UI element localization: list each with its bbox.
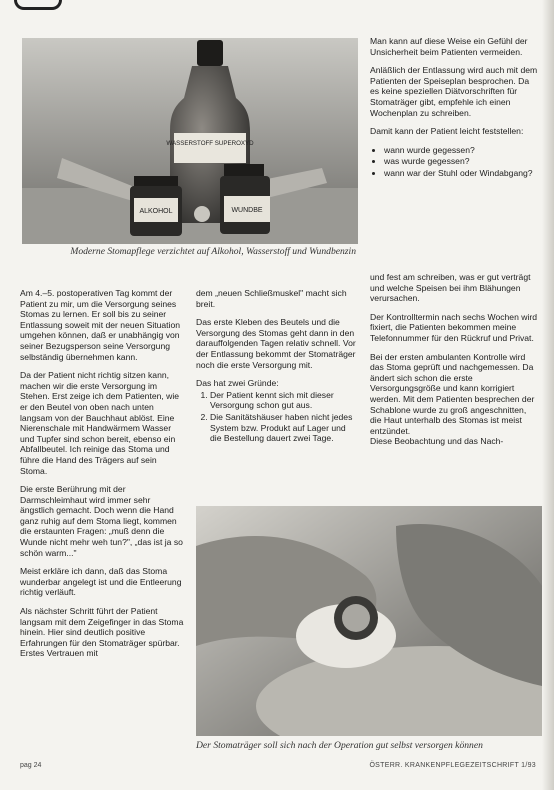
paragraph: Damit kann der Patient leicht feststellen: [370,126,524,137]
paragraph: Am 4.–5. postoperativen Tag kommt der Patient zu mir, um die Versorgung seines Stomas zu lernen. Er soll bis zu seiner Entlassung soweit mit der neuen Situation umgehen können, daß er unabhängig von seiner Bezugsperson seine Versorgung selbständig übernehmen kann. [20,288,181,362]
top-photo-illustration [22,38,358,244]
page-edge [542,0,554,790]
paragraph: Man kann auf diese Weise ein Gefühl der Unsicherheit beim Patienten vermeiden. [370,36,528,57]
top-photo [22,38,358,244]
list-item: • wann war der Stuhl oder Windabgang? [384,168,540,179]
right-jar [220,164,270,234]
top-caption: Moderne Stomapflege verzichtet auf Alkohol, Wasserstoff und Wundbenzin [70,246,356,257]
column-3-middle [370,272,540,455]
paragraph: Diese Beobachtung und das Nach- [370,436,504,447]
left-jar-label: ALKOHOL [139,208,173,215]
list-item: 2. Die Sanitätshäuser haben nicht jedes System bzw. Produkt auf Lager und die Bestellung dauert zwei Tage. [210,412,356,444]
bottom-photo-illustration [196,506,542,736]
paragraph: dem „neuen Schließmuskel" macht sich breit. [196,288,347,309]
list-item: • wann wurde gegessen? [384,145,540,156]
column-1 [20,288,184,667]
reasons-list [196,390,356,444]
paragraph: Als nächster Schritt führt der Patient langsam mit dem Zeigefinger in das Stoma hinein. Hier sind deutlich positive Erfahrungen für den Stomaträger spürbar. Erstes Vertrauen mit [20,606,184,659]
paragraph: Bei der ersten ambulanten Kontrolle wird das Stoma geprüft und nachgemessen. Da ändert sich schon die erste Versorgungsgröße und kann korrigiert werden. Mit dem Patienten besprechen der Schablone wurde zu groß angeschnitten, die Haut unterhalb des Stomas ist meist entzündet. [370,351,535,436]
header-tab-mark [14,0,62,10]
paragraph: Das erste Kleben des Beutels und die Versorgung des Stomas geht dann in den darauffolgenden Tagen relativ schnell. Vor der Entlassung bekommt der Stomaträger noch die erste Versorgung mit. [196,317,356,370]
paragraph: Anläßlich der Entlassung wird auch mit dem Patienten der Speiseplan besprochen. Da es keine speziellen Diätvorschriften für Stomaträger gibt, empfehle ich einen Wochenplan zu schreiben. [370,65,538,118]
column-3-top [370,36,540,187]
paragraph: Das hat zwei Gründe: [196,378,279,389]
right-jar-label: WUNDBE [231,207,263,214]
bottom-photo [196,506,542,736]
publication-footer: ÖSTERR. KRANKENPFLEGEZEITSCHRIFT 1/93 [369,762,536,769]
paragraph: Der Kontrolltermin nach sechs Wochen wird fixiert, die Patienten bekommen meine Telefonnummer für den Rückruf und Privat. [370,311,538,343]
paragraph: Meist erkläre ich dann, daß das Stoma wunderbar angelegt ist und die Entleerung richtig verläuft. [20,566,182,598]
left-jar [130,176,182,236]
column-2 [196,288,356,452]
checklist [370,145,540,179]
paragraph: Die erste Berührung mit der Darmschleimhaut wird immer sehr ängstlich gemacht. Doch wenn die Hand ganz ruhig auf dem Stoma liegt, kommen die erstaunten Fragen: „muß denn die Wunde nicht mehr weh tun?", „das ist ja so schön warm..." [20,484,183,558]
bottle-label: WASSERSTOFF SUPEROXYD [166,140,254,147]
list-item: 1. Der Patient kennt sich mit dieser Versorgung schon gut aus. [210,390,356,411]
list-item: • was wurde gegessen? [384,156,540,167]
bottom-caption: Der Stomaträger soll sich nach der Operation gut selbst versorgen können [196,740,483,751]
page-number: pag 24 [20,762,42,769]
paragraph: Da der Patient nicht richtig sitzen kann, machen wir die erste Versorgung im Stehen. Erst zeige ich dem Patienten, wie er den Beutel von oben nach unten langsam von der Bauchhaut ablöst. Eine Nierenschale mit Handwärmem Wasser und Tupfer sind schon bereit, ebenso ein Abfallbeutel. Ich reinige das Stoma und führe die Hand des Trägers auf sein Stoma. [20,370,180,476]
paragraph: und fest am schreiben, was er gut verträgt und welche Speisen bei ihm Blähungen verursachen. [370,272,531,304]
